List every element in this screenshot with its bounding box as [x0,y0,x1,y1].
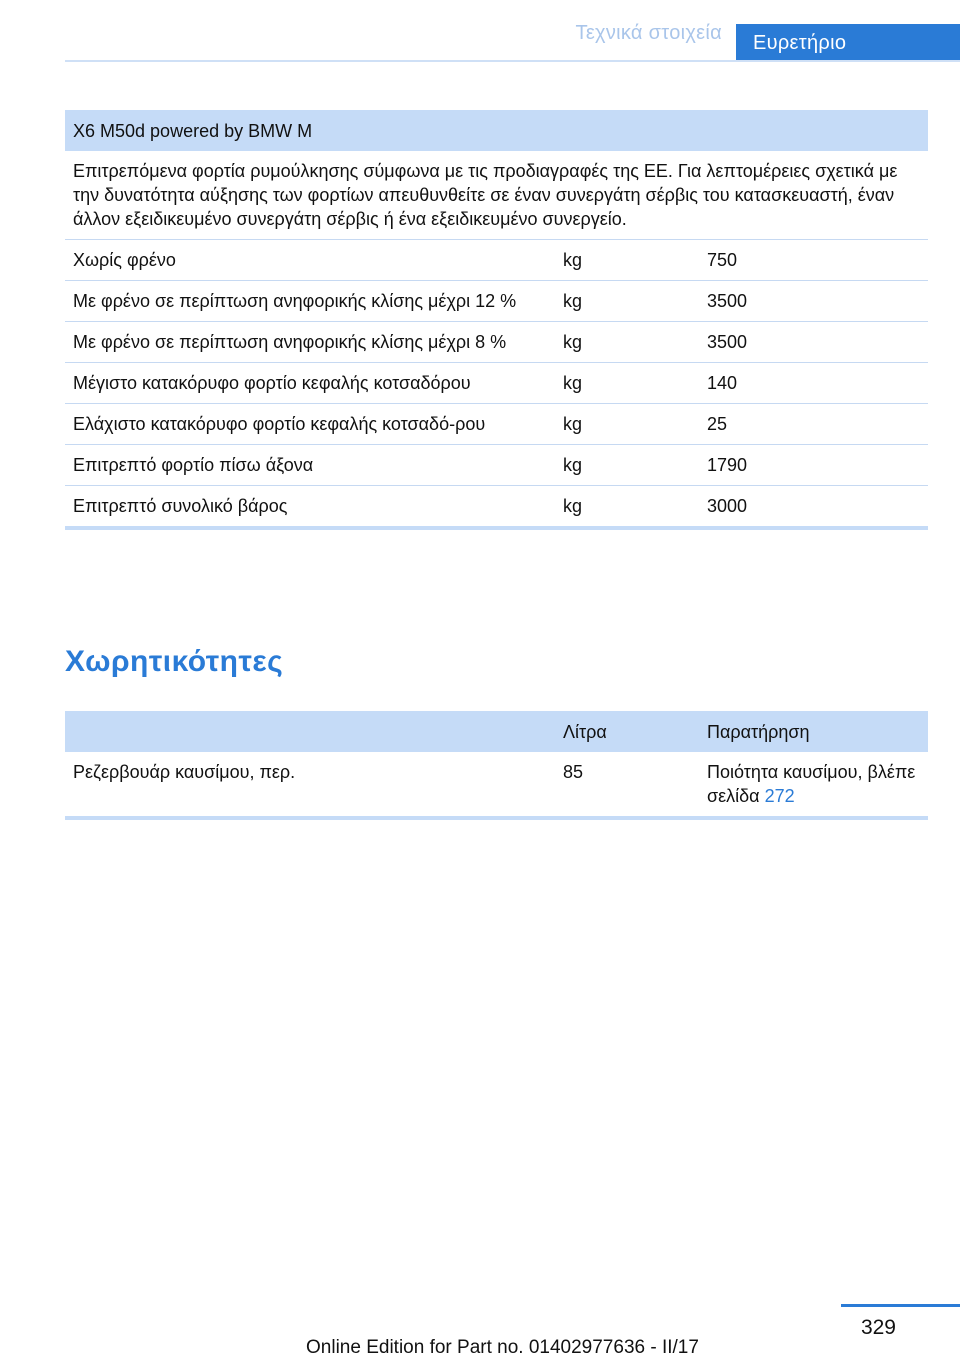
row-label: Μέγιστο κατακόρυφο φορτίο κεφαλής κοτσαδόρου [65,363,555,404]
row-unit: kg [555,486,699,529]
footer-divider [841,1304,960,1307]
row-value: 140 [699,363,928,404]
edition-footer: Online Edition for Part no. 01402977636 - II/17 [306,1337,699,1358]
table-row [65,363,928,404]
row-value: 750 [699,240,928,281]
row-label: Με φρένο σε περίπτωση ανηφορικής κλίσης μέχρι 8 % [65,322,555,363]
table-header-row [65,711,928,752]
row-unit: kg [555,240,699,281]
column-header-remark: Παρατήρηση [699,711,928,752]
weights-table [65,110,928,530]
section-heading-capacities: Χωρητικότητες [65,645,284,678]
table-row [65,752,928,818]
row-label: Επιτρεπτό φορτίο πίσω άξονα [65,445,555,486]
row-remark [699,752,928,818]
row-label: Ελάχιστο κατακόρυφο φορτίο κεφαλής κοτσαδό-ρου [65,404,555,445]
row-value: 3500 [699,281,928,322]
capacities-table [65,711,928,820]
row-value: 1790 [699,445,928,486]
row-unit: kg [555,363,699,404]
remark-text: Ποιότητα καυσίμου, βλέπε σελίδα [707,762,916,806]
header-divider [65,60,960,62]
table-row [65,404,928,445]
table-row [65,240,928,281]
row-unit: kg [555,445,699,486]
tab-technical-data[interactable]: Τεχνικά στοιχεία [575,22,722,44]
table-row [65,281,928,322]
table-row [65,445,928,486]
page-number: 329 [860,1316,896,1339]
row-label: Επιτρεπτό συνολικό βάρος [65,486,555,529]
tab-index[interactable]: Ευρετήριο [736,24,960,62]
row-value: 25 [699,404,928,445]
row-value: 3000 [699,486,928,529]
row-unit: kg [555,404,699,445]
table-note: Επιτρεπόμενα φορτία ρυμούλκησης σύμφωνα με τις προδιαγραφές της ΕΕ. Για λεπτομέρειες σχετικά με την δυνατότητα αύξησης των φορτίων απευθυνθείτε σε έναν συνεργάτη σέρβις του κατασκευαστή, έναν άλλον εξειδικευμένο συνεργάτη σέρβις ή ένα εξειδικευμένο συνεργείο. [65,151,928,240]
table-title: X6 M50d powered by BMW M [65,110,928,151]
table-row [65,486,928,529]
page-reference-link[interactable]: 272 [764,786,795,806]
column-header-liters: Λίτρα [555,711,699,752]
row-label: Ρεζερβουάρ καυσίμου, περ. [65,752,555,818]
page-header [0,0,960,62]
table-row [65,322,928,363]
row-liters: 85 [555,752,699,818]
row-value: 3500 [699,322,928,363]
row-label: Χωρίς φρένο [65,240,555,281]
row-unit: kg [555,281,699,322]
column-header-item [65,711,555,752]
row-label: Με φρένο σε περίπτωση ανηφορικής κλίσης μέχρι 12 % [65,281,555,322]
row-unit: kg [555,322,699,363]
